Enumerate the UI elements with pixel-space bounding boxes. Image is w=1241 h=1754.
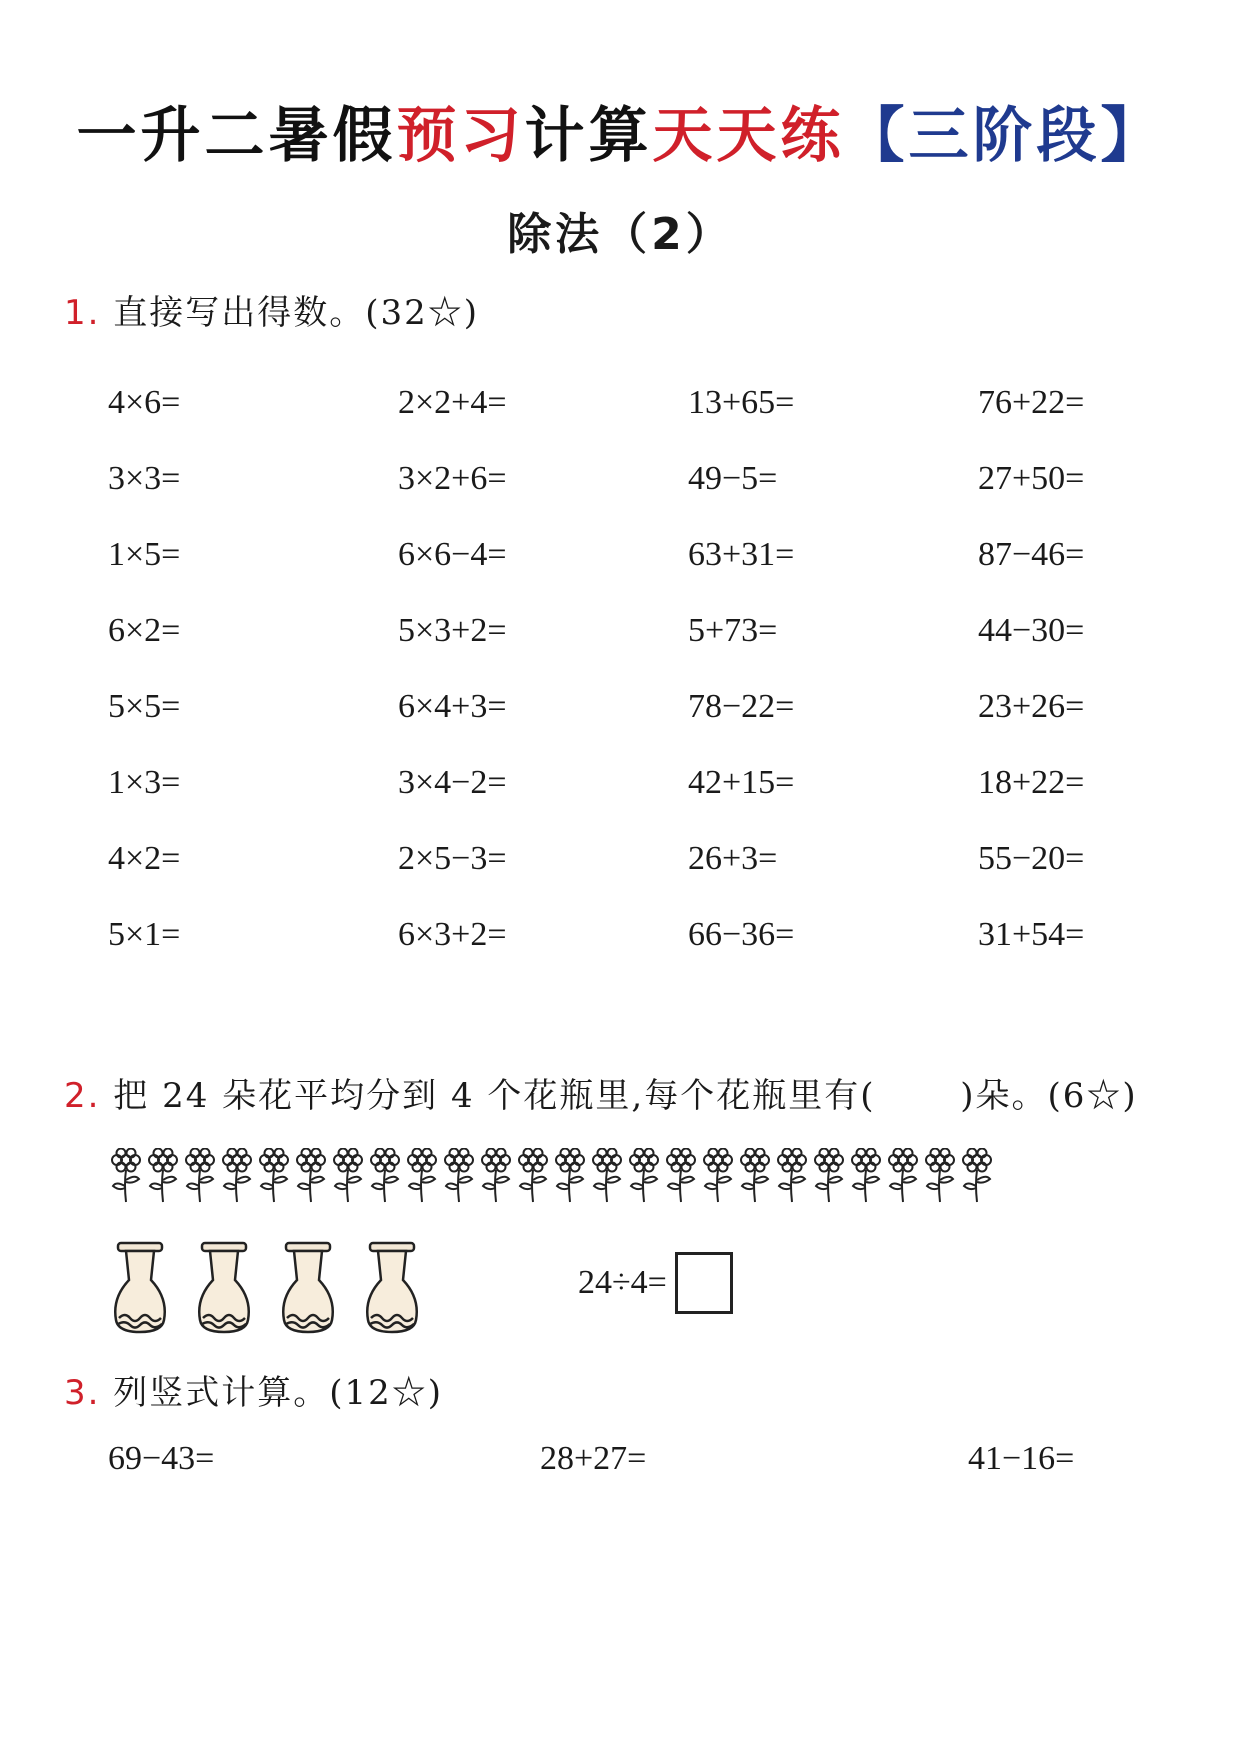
- flower-icon: [515, 1148, 552, 1204]
- flower-icon: [737, 1148, 774, 1204]
- title-part-3: 计算: [524, 101, 653, 171]
- flower-row: [108, 1148, 996, 1204]
- flower-icon: [182, 1148, 219, 1204]
- vase-icon: [276, 1240, 340, 1336]
- vertical-problem: 41−16=: [968, 1440, 1075, 1477]
- problem-cell: 4×2=: [108, 840, 181, 877]
- problem-cell: 13+65=: [688, 384, 795, 421]
- vertical-problem: 69−43=: [108, 1440, 215, 1477]
- worksheet-subtitle: 除法（2）: [507, 209, 734, 260]
- flower-icon: [885, 1148, 922, 1204]
- problem-cell: 6×6−4=: [398, 536, 507, 573]
- title-part-4: 天天练: [652, 101, 845, 171]
- vertical-problem: 28+27=: [540, 1440, 647, 1477]
- problem-cell: 2×5−3=: [398, 840, 507, 877]
- problem-cell: 3×2+6=: [398, 460, 507, 497]
- problem-cell: 23+26=: [978, 688, 1085, 725]
- vase-icon: [192, 1240, 256, 1336]
- problem-cell: 26+3=: [688, 840, 778, 877]
- problem-cell: 63+31=: [688, 536, 795, 573]
- title-part-1: 一升二暑假: [76, 101, 397, 171]
- division-equation: [578, 1253, 733, 1313]
- problem-cell: 6×3+2=: [398, 916, 507, 953]
- worksheet-title: [0, 88, 1241, 174]
- problem-cell: 1×3=: [108, 764, 181, 801]
- flower-icon: [145, 1148, 182, 1204]
- title-part-2: 预习: [396, 101, 525, 171]
- problem-cell: 3×3=: [108, 460, 181, 497]
- problem-cell: 4×6=: [108, 384, 181, 421]
- problem-cell: 2×2+4=: [398, 384, 507, 421]
- title-part-5: 【三阶段】: [844, 101, 1165, 171]
- answer-box[interactable]: [675, 1252, 733, 1314]
- flower-icon: [626, 1148, 663, 1204]
- flower-icon: [700, 1148, 737, 1204]
- problem-cell: 5×1=: [108, 916, 181, 953]
- problem-cell: 5+73=: [688, 612, 778, 649]
- problem-cell: 76+22=: [978, 384, 1085, 421]
- flower-icon: [330, 1148, 367, 1204]
- question-3-number: 3.: [64, 1373, 101, 1413]
- problem-cell: 44−30=: [978, 612, 1085, 649]
- question-1-text: 直接写出得数。(32☆): [113, 293, 480, 333]
- vase-icon: [108, 1240, 172, 1336]
- question-3-heading: [64, 1365, 443, 1414]
- division-equation-text: 24÷4=: [578, 1264, 667, 1301]
- problem-cell: 55−20=: [978, 840, 1085, 877]
- problem-cell: 31+54=: [978, 916, 1085, 953]
- problem-cell: 78−22=: [688, 688, 795, 725]
- problem-cell: 1×5=: [108, 536, 181, 573]
- flower-icon: [367, 1148, 404, 1204]
- question-1-grid: [108, 365, 1148, 973]
- question-1-number: 1.: [64, 293, 101, 333]
- flower-icon: [219, 1148, 256, 1204]
- flower-icon: [256, 1148, 293, 1204]
- flower-icon: [811, 1148, 848, 1204]
- flower-icon: [404, 1148, 441, 1204]
- problem-cell: 6×2=: [108, 612, 181, 649]
- problem-cell: 5×3+2=: [398, 612, 507, 649]
- problem-cell: 6×4+3=: [398, 688, 507, 725]
- problem-cell: 27+50=: [978, 460, 1085, 497]
- flower-icon: [848, 1148, 885, 1204]
- problem-cell: 18+22=: [978, 764, 1085, 801]
- flower-icon: [293, 1148, 330, 1204]
- flower-icon: [922, 1148, 959, 1204]
- problem-cell: 5×5=: [108, 688, 181, 725]
- flower-icon: [589, 1148, 626, 1204]
- vase-row: [108, 1240, 424, 1336]
- problem-cell: 87−46=: [978, 536, 1085, 573]
- flower-icon: [663, 1148, 700, 1204]
- problem-cell: 3×4−2=: [398, 764, 507, 801]
- flower-icon: [108, 1148, 145, 1204]
- flower-icon: [552, 1148, 589, 1204]
- flower-icon: [441, 1148, 478, 1204]
- question-2-number: 2.: [64, 1076, 101, 1116]
- question-1-heading: [64, 285, 479, 334]
- problem-cell: 49−5=: [688, 460, 778, 497]
- problem-cell: 66−36=: [688, 916, 795, 953]
- question-2-heading: [64, 1068, 1138, 1117]
- flower-icon: [478, 1148, 515, 1204]
- flower-icon: [959, 1148, 996, 1204]
- vase-icon: [360, 1240, 424, 1336]
- flower-icon: [774, 1148, 811, 1204]
- question-3-text: 列竖式计算。(12☆): [113, 1373, 444, 1413]
- question-2-text: 把 24 朵花平均分到 4 个花瓶里,每个花瓶里有( )朵。(6☆): [113, 1076, 1138, 1116]
- problem-cell: 42+15=: [688, 764, 795, 801]
